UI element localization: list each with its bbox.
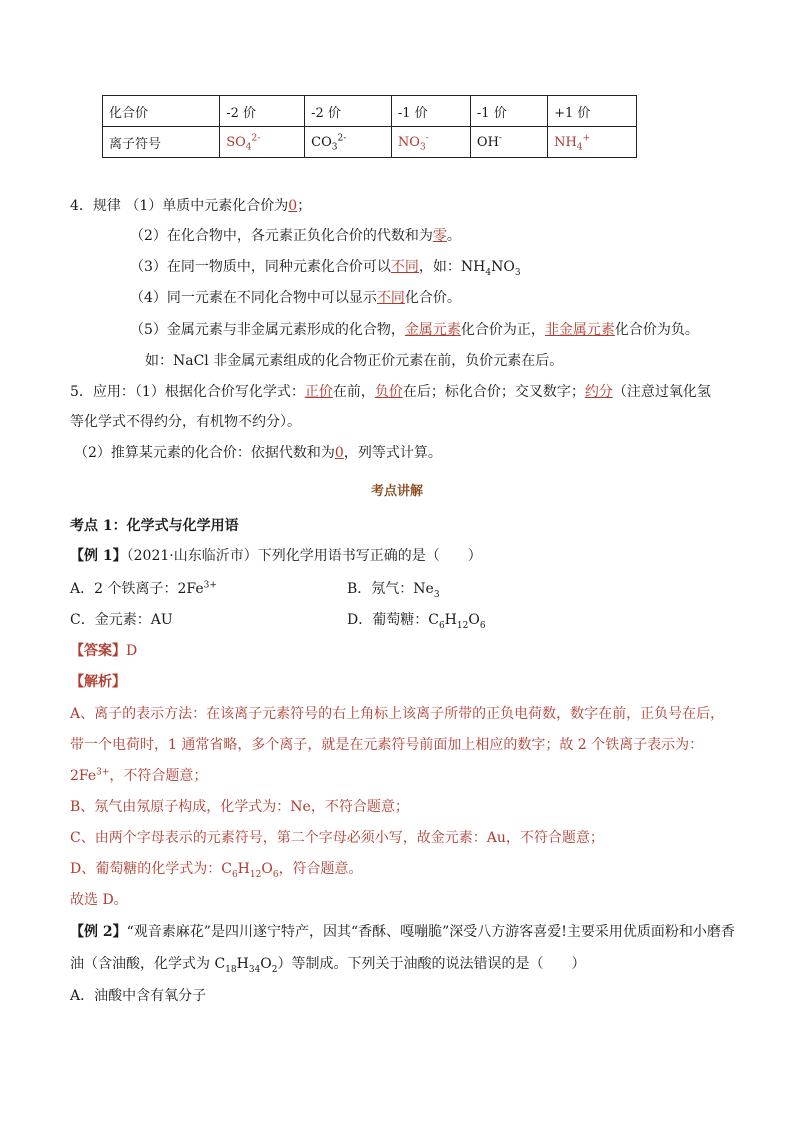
ion-cell: $NH_4^+$ — [548, 127, 637, 158]
table-cell: 化合价 — [103, 96, 220, 127]
table-cell: -2 价 — [305, 96, 392, 127]
analysis-line: $2Fe^{3+}$，不符合题意； — [70, 767, 208, 784]
analysis-line: 带一个电荷时，1 通常省略，多个离子，就是在元素符号前面加上相应的数字；故 2 个铁离子表示为： — [70, 737, 704, 753]
ion-cell: $NO_3^-$ — [391, 127, 470, 158]
ion-cell: OH- — [470, 127, 547, 158]
apply-2: （2）推算某元素的化合价：依据代数和为0，列等式计算。 — [74, 445, 442, 461]
example-1-question: 【例 1】（2021·山东临沂市）下列化学用语书写正确的是（ ） — [70, 548, 482, 564]
table-row — [103, 96, 637, 127]
apply-1: 5．应用：（1）根据化合价写化学式：正价在前，负价在后；标化合价；交叉数字；约分（注意过氧化氢 — [70, 384, 711, 400]
rule-4: （4）同一元素在不同化合物中可以显示不同化合价。 — [130, 290, 461, 306]
table-row — [103, 127, 637, 158]
option-d: D．葡萄糖：$C_6H_{12}O_6$ — [347, 612, 486, 631]
option-c: C．金元素：AU — [70, 612, 173, 628]
rule-3: （3）在同一物质中，同种元素化合价可以不同，如：$NH_4NO_3$ — [130, 259, 521, 278]
table-cell: -1 价 — [470, 96, 547, 127]
table-cell: 离子符号 — [103, 127, 220, 158]
analysis-line: B、氖气由氖原子构成，化学式为：Ne，不符合题意； — [70, 799, 409, 815]
option-a: A．2 个铁离子：$2Fe^{3+}$ — [70, 580, 217, 597]
option-a: A．油酸中含有氧分子 — [70, 988, 207, 1004]
rule-1: 4．规律 （1）单质中元素化合价为0； — [70, 198, 312, 214]
table-cell: -2 价 — [220, 96, 305, 127]
example-2-question: 【例 2】“观音素麻花”是四川遂宁特产，因其“香酥、嘎嘣脆”深受八方游客喜爱!主要采用优质面粉和小磨香 — [70, 924, 735, 940]
analysis-line: C、由两个字母表示的元素符号，第二个字母必须小写，故金元素：Au，不符合题意； — [70, 830, 604, 846]
analysis-label: 【解析】 — [70, 674, 126, 690]
ion-cell: $SO_4^{2-}$ — [220, 127, 305, 158]
table-cell: +1 价 — [548, 96, 637, 127]
apply-1-cont: 等化学式不得约分，有机物不约分）。 — [70, 414, 301, 430]
option-b: B．氖气：$Ne_3$ — [347, 581, 440, 600]
rule-2: （2）在化合物中，各元素正负化合价的代数和为零。 — [130, 228, 461, 244]
section-title: 考点讲解 — [370, 484, 423, 499]
ion-cell: $CO_3^{2-}$ — [305, 127, 392, 158]
analysis-line: D、葡萄糖的化学式为：$C_6H_{12}O_6$，符合题意。 — [70, 861, 363, 880]
kp-title: 考点 1：化学式与化学用语 — [70, 518, 239, 534]
rule-5: （5）金属元素与非金属元素形成的化合物，金属元素化合价为正，非金属元素化合价为负。 — [130, 322, 699, 338]
example-2-question-cont: 油（含油酸，化学式为 $C_{18}H_{34}O_2$）等制成。下列关于油酸的说法错误的是（ ） — [70, 956, 586, 975]
answer: 【答案】D — [70, 643, 138, 659]
valence-table — [102, 95, 637, 158]
analysis-line: A、离子的表示方法：在该离子元素符号的右上角标上该离子所带的正负电荷数，数字在前，正负号在后， — [70, 706, 725, 722]
table-cell: -1 价 — [391, 96, 470, 127]
analysis-line: 故选 D。 — [70, 892, 128, 908]
rule-6: 如：NaCl 非金属元素组成的化合物正价元素在前，负价元素在后。 — [145, 353, 564, 369]
